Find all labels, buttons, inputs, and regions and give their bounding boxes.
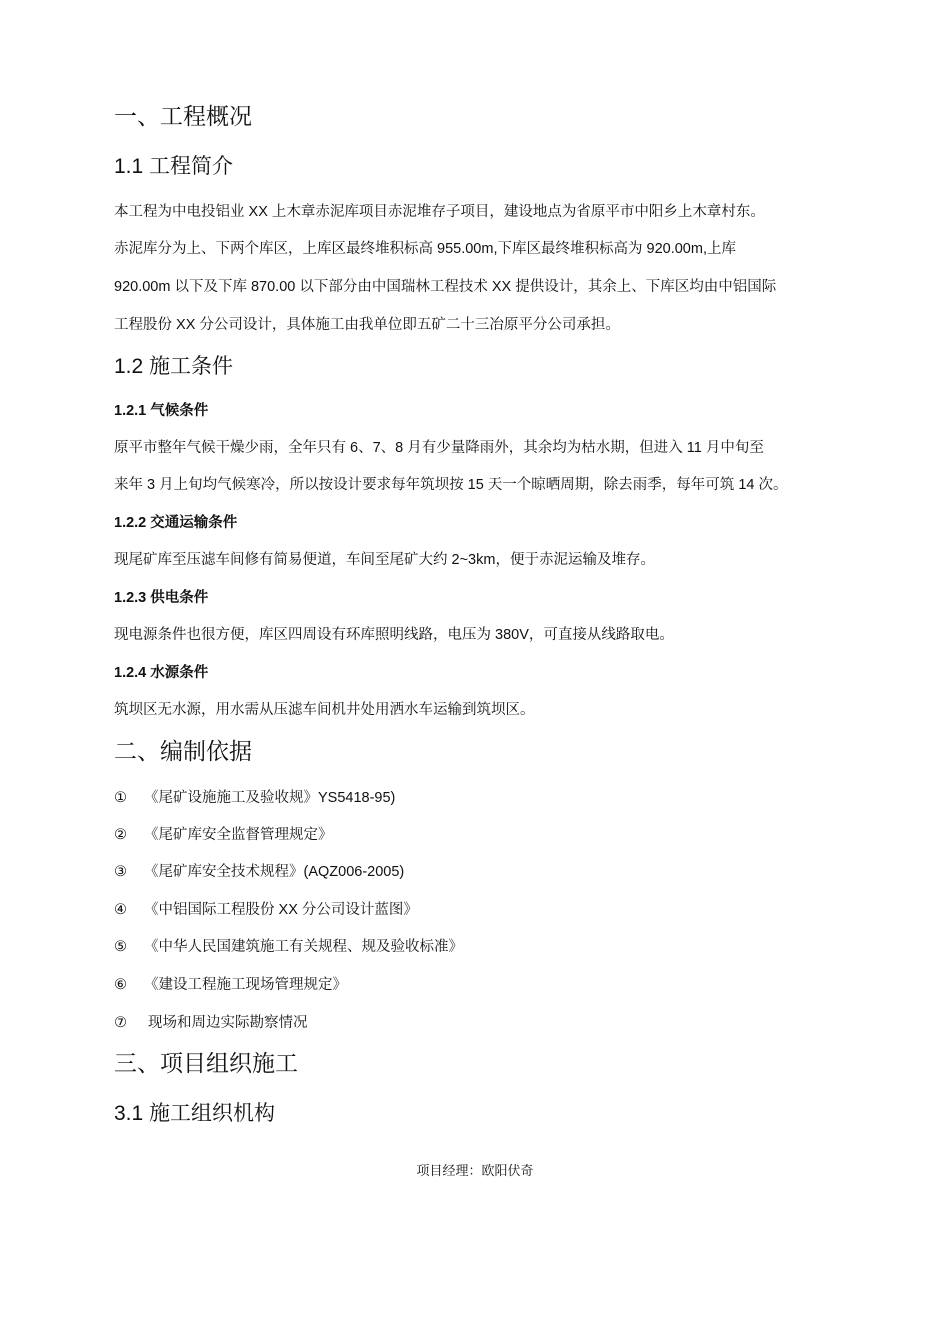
paragraph-line: 原平市整年气候干燥少雨，全年只有 6、7、8 月有少量降雨外，其余均为枯水期，但进入 11 月中旬至 bbox=[114, 440, 764, 456]
subsection-1-2-2-heading: 1.2.2 交通运输条件 bbox=[114, 515, 238, 531]
paragraph-line: 本工程为中电投铝业 XX 上木章赤泥库项目赤泥堆存子项目，建设地点为省原平市中阳乡上木章村东。 bbox=[114, 204, 765, 220]
paragraph-line: 来年 3 月上旬均气候寒冷，所以按设计要求每年筑坝按 15 天一个晾晒周期，除去雨季，每年可筑 14 次。 bbox=[114, 477, 788, 493]
paragraph-line: 现电源条件也很方便，库区四周设有环库照明线路，电压为 380V，可直接从线路取电。 bbox=[114, 627, 674, 643]
section-3-1-heading: 3.1 施工组织机构 bbox=[114, 1102, 276, 1125]
list-item-number: ② bbox=[114, 827, 127, 843]
list-item bbox=[114, 786, 395, 807]
section-2-heading: 二、编制依据 bbox=[114, 738, 252, 764]
list-item-text: 《尾矿库安全技术规程》(AQZ006-2005) bbox=[144, 864, 405, 880]
list-item-number: ⑦ bbox=[114, 1015, 127, 1031]
list-item bbox=[114, 823, 333, 844]
section-1-heading: 一、工程概况 bbox=[114, 103, 252, 129]
section-1-2-heading: 1.2 施工条件 bbox=[114, 355, 234, 378]
list-item-number: ⑤ bbox=[114, 939, 127, 955]
list-item-number: ① bbox=[114, 790, 127, 806]
list-item bbox=[114, 973, 347, 994]
paragraph-line: 赤泥库分为上、下两个库区，上库区最终堆积标高 955.00m,下库区最终堆积标高为 920.00m,上库 bbox=[114, 241, 736, 257]
list-item bbox=[114, 860, 404, 881]
paragraph-line: 筑坝区无水源，用水需从压滤车间机井处用洒水车运输到筑坝区。 bbox=[114, 702, 535, 718]
paragraph-line: 现尾矿库至压滤车间修有简易便道，车间至尾矿大约 2~3km，便于赤泥运输及堆存。 bbox=[114, 552, 655, 568]
list-item-text: 现场和周边实际勘察情况 bbox=[144, 1015, 308, 1031]
list-item-number: ④ bbox=[114, 902, 127, 918]
section-3-heading: 三、项目组织施工 bbox=[114, 1050, 298, 1076]
list-item-text: 《尾矿设施施工及验收规》YS5418-95) bbox=[144, 790, 396, 806]
section-1-1-heading: 1.1 工程简介 bbox=[114, 155, 234, 178]
list-item-text: 《建设工程施工现场管理规定》 bbox=[144, 977, 347, 993]
list-item-number: ③ bbox=[114, 864, 127, 880]
list-item bbox=[114, 898, 418, 919]
list-item-text: 《尾矿库安全监督管理规定》 bbox=[144, 827, 333, 843]
subsection-1-2-4-heading: 1.2.4 水源条件 bbox=[114, 665, 209, 681]
subsection-1-2-1-heading: 1.2.1 气候条件 bbox=[114, 403, 209, 419]
list-item-text: 《中华人民国建筑施工有关规程、规及验收标准》 bbox=[144, 939, 463, 955]
paragraph-line: 工程股份 XX 分公司设计，具体施工由我单位即五矿二十三冶原平分公司承担。 bbox=[114, 317, 620, 333]
org-chart-caption: 项目经理：欧阳伏奇 bbox=[416, 1163, 534, 1178]
list-item bbox=[114, 935, 463, 956]
list-item-number: ⑥ bbox=[114, 977, 127, 993]
list-item-text: 《中铝国际工程股份 XX 分公司设计蓝图》 bbox=[144, 902, 418, 918]
subsection-1-2-3-heading: 1.2.3 供电条件 bbox=[114, 590, 209, 606]
list-item bbox=[114, 1011, 308, 1032]
paragraph-line: 920.00m 以下及下库 870.00 以下部分由中国瑞林工程技术 XX 提供设计，其余上、下库区均由中铝国际 bbox=[114, 279, 777, 295]
